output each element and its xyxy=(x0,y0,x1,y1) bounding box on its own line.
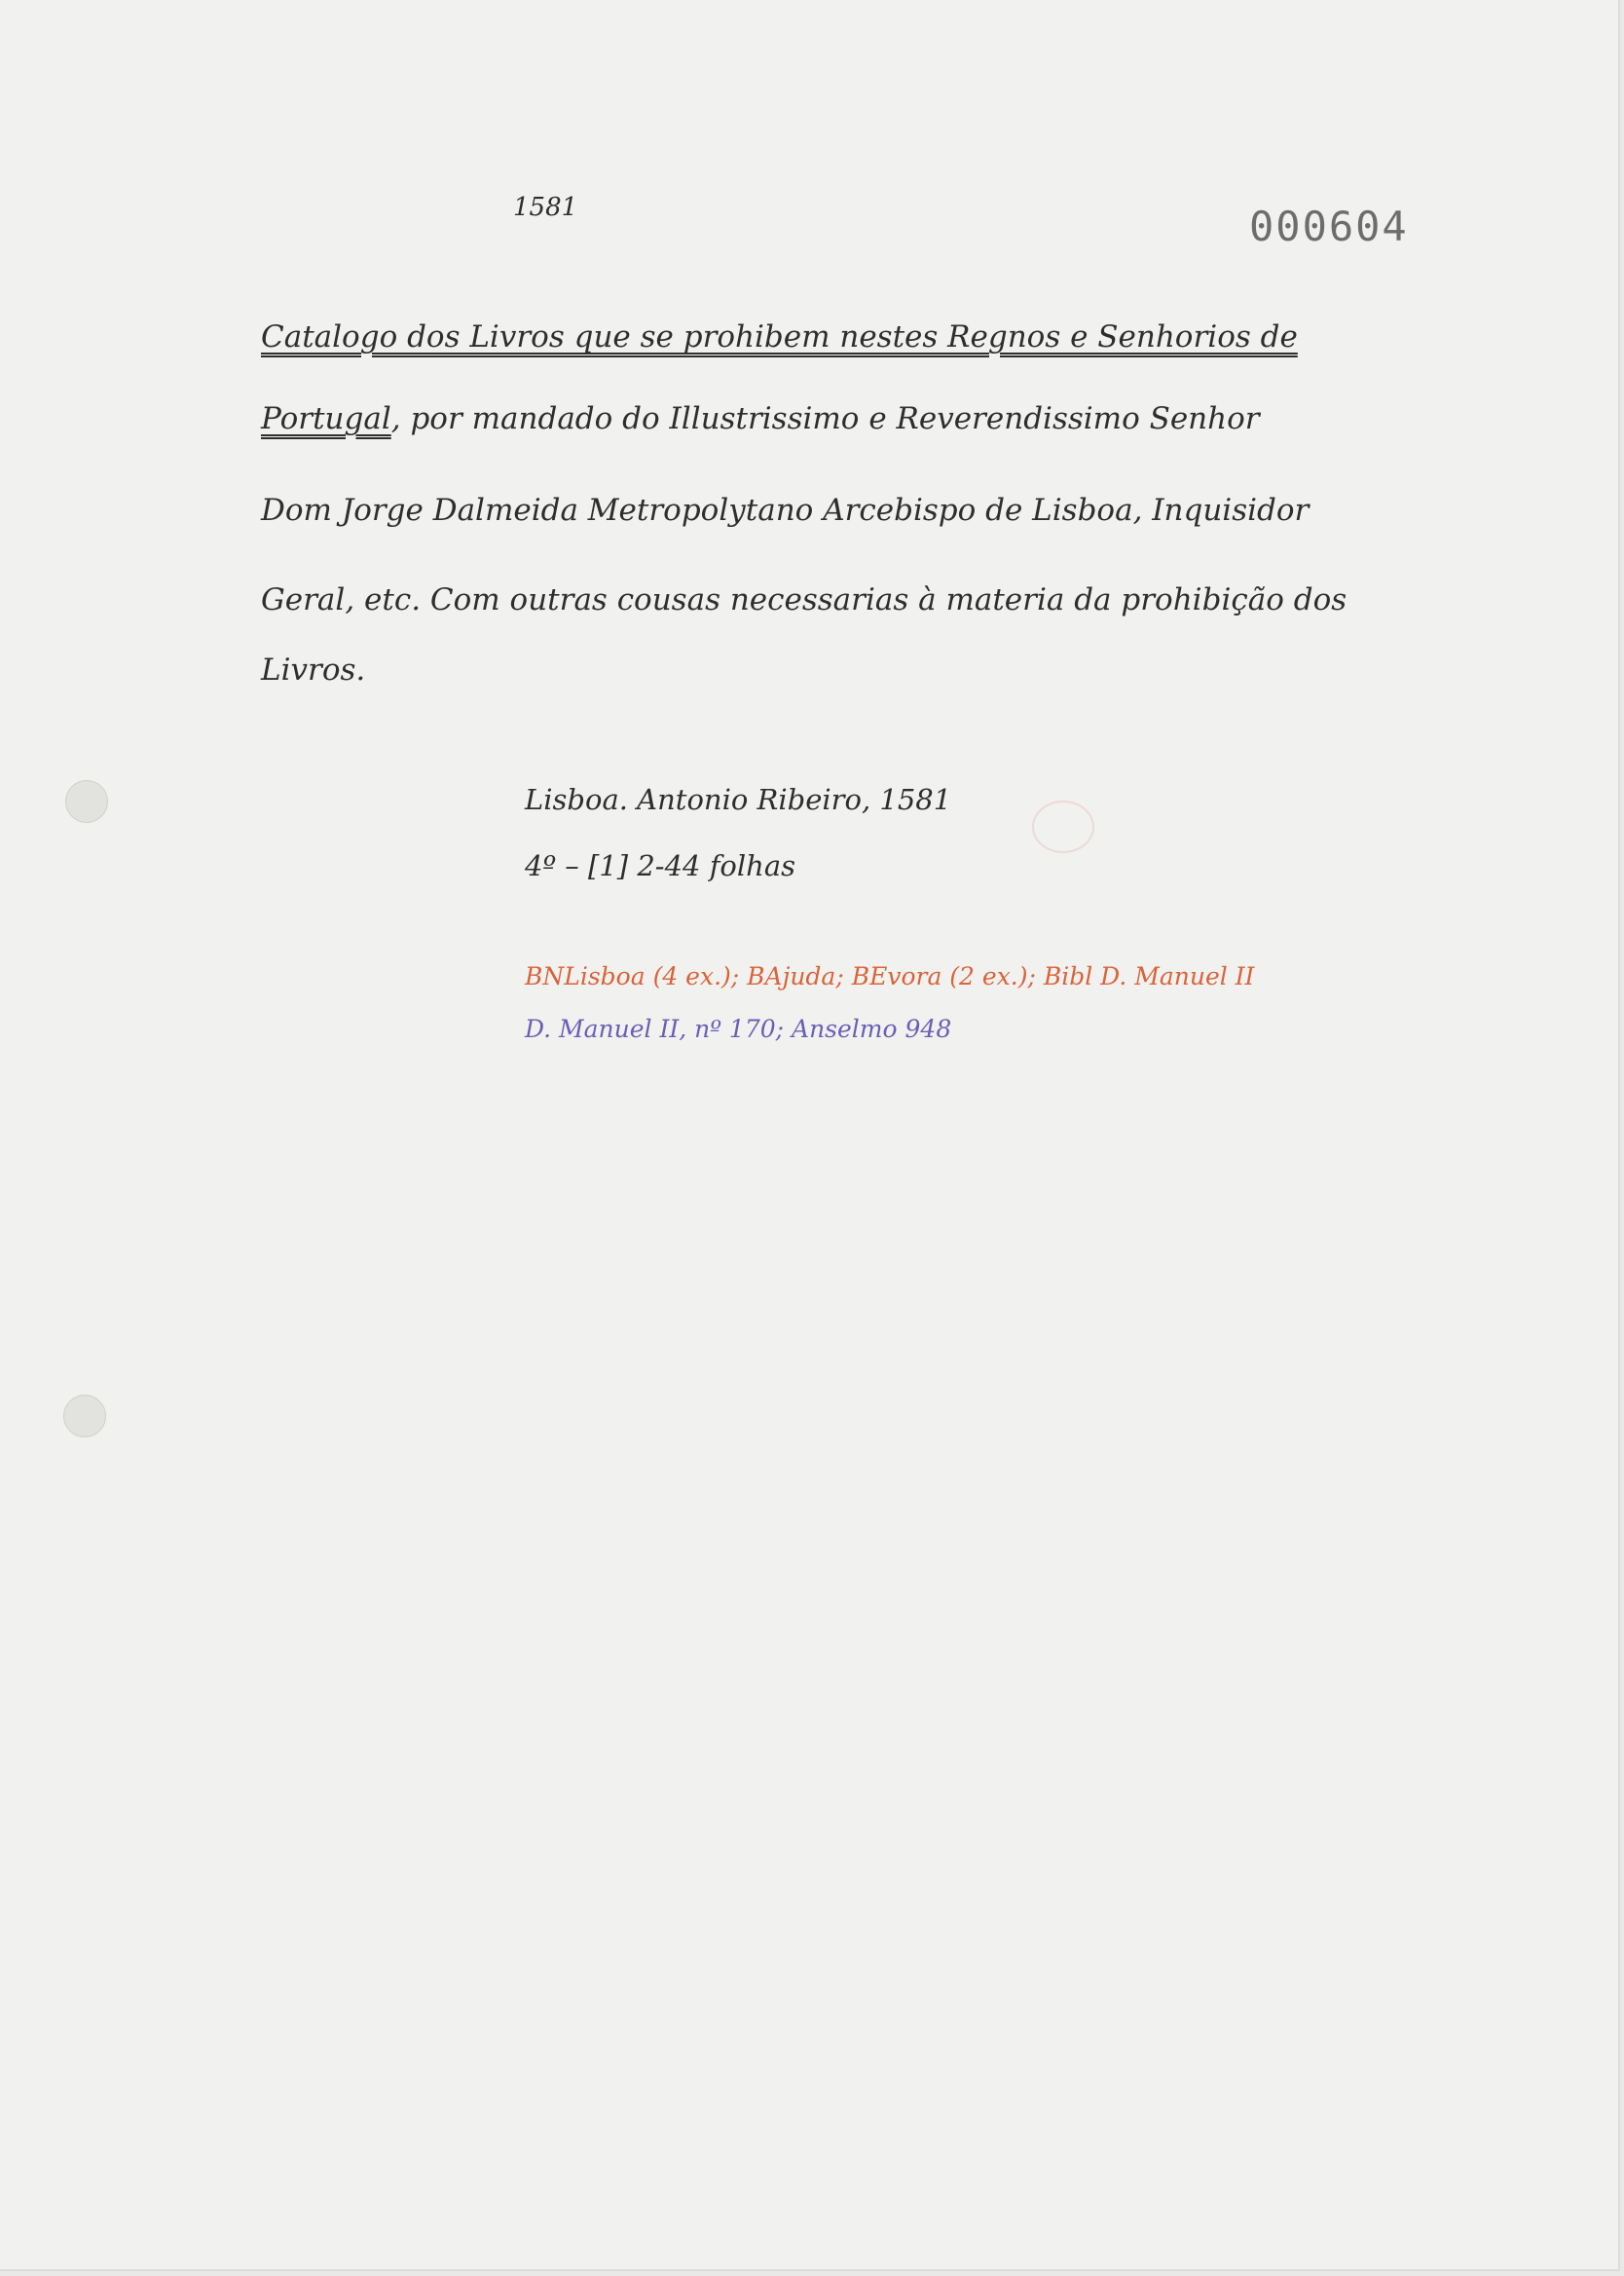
holdings-line: BNLisboa (4 ex.); BAjuda; BEvora (2 ex.); Bibl D. Manuel II xyxy=(525,962,1255,990)
title-line-2-rest: , por mandado do Illustrissimo e Reverendissimo Senhor xyxy=(390,401,1260,436)
stamped-record-number: 000604 xyxy=(1249,203,1409,250)
title-line-3: Dom Jorge Dalmeida Metropolytano Arcebispo de Lisboa, Inquisidor xyxy=(261,493,1310,528)
title-line-5: Livros. xyxy=(261,653,366,688)
faint-library-stamp xyxy=(1032,801,1094,853)
title-line-4: Geral, etc. Com outras cousas necessarias à materia da prohibição dos xyxy=(261,582,1347,617)
references-line: D. Manuel II, nº 170; Anselmo 948 xyxy=(525,1015,952,1043)
year-heading: 1581 xyxy=(513,193,578,222)
title-line-1: Catalogo dos Livros que se prohibem nestes Regnos e Senhorios de xyxy=(261,319,1298,354)
imprint-line: Lisboa. Antonio Ribeiro, 1581 xyxy=(525,783,952,816)
punch-hole-bottom xyxy=(63,1395,106,1437)
title-line-2 xyxy=(261,401,1260,436)
punch-hole-top xyxy=(65,780,108,823)
title-underlined-word: Portugal xyxy=(261,401,391,436)
collation-line: 4º – [1] 2-44 folhas xyxy=(525,849,796,882)
